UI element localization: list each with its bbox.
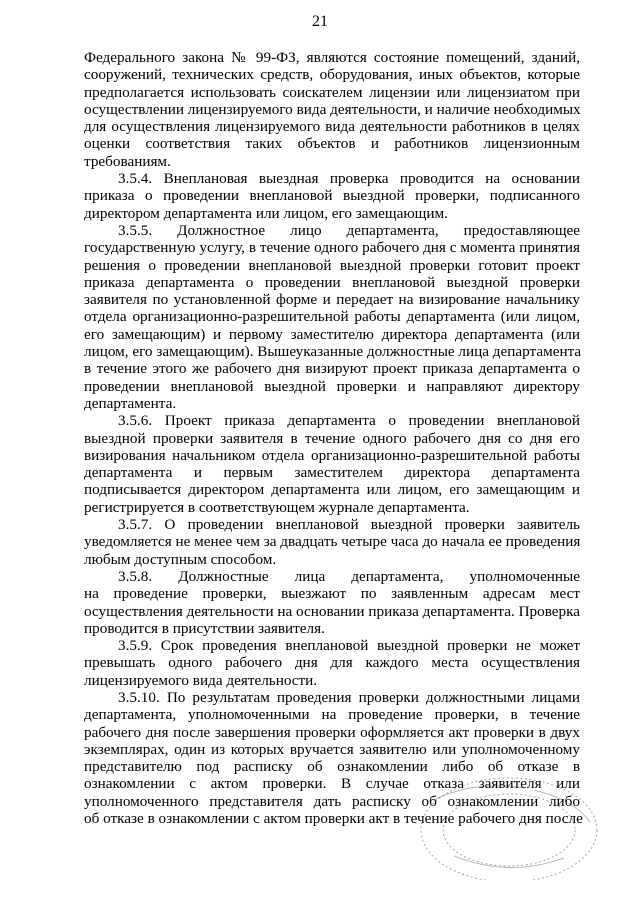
- text-line: лицом, его замещающим). Вышеуказанные должностные лица департамента: [84, 343, 582, 361]
- text-line: превышать одного рабочего дня для каждого места осуществления: [84, 654, 580, 672]
- paragraph-3-5-7: 3.5.7. О проведении внеплановой выездной проверки заявитель: [118, 516, 580, 534]
- text-line: выездной проверки заявителя в течение одного рабочего дня со дня его: [84, 429, 580, 447]
- text-line: предполагается использовать соискателем лицензии или лицензиатом при: [84, 83, 580, 101]
- text-line: государственную услугу, в течение одного рабочего дня с момента принятия: [84, 239, 580, 257]
- text-line: ознакомлении с актом проверки. В случае отказа заявителя или: [84, 775, 580, 793]
- text-line: департамента.: [84, 394, 177, 412]
- paragraph-3-5-6: 3.5.6. Проект приказа департамента о проведении внеплановой: [118, 412, 580, 430]
- paragraph-3-5-9: 3.5.9. Срок проведения внеплановой выездной проверки не может: [118, 637, 580, 655]
- text-line: отдела организационно-разрешительной работы департамента (или лицом,: [84, 308, 580, 326]
- text-line: решения о проведении внеплановой выездной проверки готовит проект: [84, 256, 580, 274]
- text-line: рабочего дня после завершения проверки оформляется акт проверки в двух: [84, 723, 580, 741]
- paragraph-3-5-5: 3.5.5. Должностное лицо департамента, предоставляющее: [118, 221, 580, 239]
- text-line: сооружений, технических средств, оборудования, иных объектов, которые: [84, 66, 580, 84]
- text-line: требованиям.: [84, 152, 171, 170]
- text-line: Федерального закона № 99-ФЗ, являются состояние помещений, зданий,: [84, 49, 580, 66]
- paragraph-3-5-8: 3.5.8. Должностные лица департамента, уполномоченные: [118, 567, 580, 585]
- text-line: приказа департамента о проведении внеплановой выездной проверки: [84, 273, 580, 291]
- text-line: уполномоченного представителя дать расписку об ознакомлении либо: [84, 792, 580, 810]
- paragraph-3-5-10: 3.5.10. По результатам проведения проверки должностными лицами: [118, 688, 580, 706]
- text-line: оценки соответствия таких объектов и работников лицензионным: [84, 135, 580, 153]
- text-line: подписывается директором департамента или лицом, его замещающим и: [84, 481, 580, 499]
- text-line: об отказе в ознакомлении с актом проверки акт в течение рабочего дня после: [84, 810, 583, 828]
- document-body: [84, 49, 583, 828]
- text-line: экземплярах, один из которых вручается заявителю или уполномоченному: [84, 740, 580, 758]
- text-line: департамента, уполномоченными на проведение проверки, в течение: [84, 706, 580, 724]
- text-line: любым доступным способом.: [84, 550, 277, 568]
- text-line: визирования начальником отдела организационно-разрешительной работы: [84, 446, 580, 464]
- text-line: регистрируется в соответствующем журнале департамента.: [84, 498, 470, 516]
- text-line: уведомляется не менее чем за двадцать четыре часа до начала ее проведения: [84, 533, 581, 551]
- text-line: директором департамента или лицом, его замещающим.: [84, 204, 448, 222]
- text-line: представителю под расписку об ознакомлении либо об отказе в: [84, 758, 580, 776]
- text-line: осуществлении лицензируемого вида деятельности, и наличие необходимых: [84, 100, 581, 118]
- page-number: 21: [312, 13, 328, 30]
- text-line: для осуществления лицензируемого вида деятельности работников в целях: [84, 118, 580, 136]
- text-line: заявителя по установленной форме и передает на визирование начальнику: [84, 291, 580, 309]
- text-line: проведении внеплановой выездной проверки и направляют директору: [84, 377, 580, 395]
- paragraph-3-5-4: 3.5.4. Внеплановая выездная проверка проводится на основании: [118, 170, 580, 188]
- text-line: департамента и первым заместителем директора департамента: [84, 464, 580, 482]
- text-line: на проведение проверки, выезжают по заявленным адресам мест: [84, 585, 580, 603]
- text-line: в течение этого же рабочего дня визируют проект приказа департамента о: [84, 360, 580, 378]
- text-line: проводится в присутствии заявителя.: [84, 619, 325, 637]
- text-line: его замещающим) и первому заместителю директора департамента (или: [84, 325, 580, 343]
- text-line: лицензируемого вида деятельности.: [84, 671, 318, 689]
- text-line: приказа о проведении внеплановой выездной проверки, подписанного: [84, 187, 580, 205]
- text-line: осуществления деятельности на основании приказа департамента. Проверка: [84, 602, 581, 620]
